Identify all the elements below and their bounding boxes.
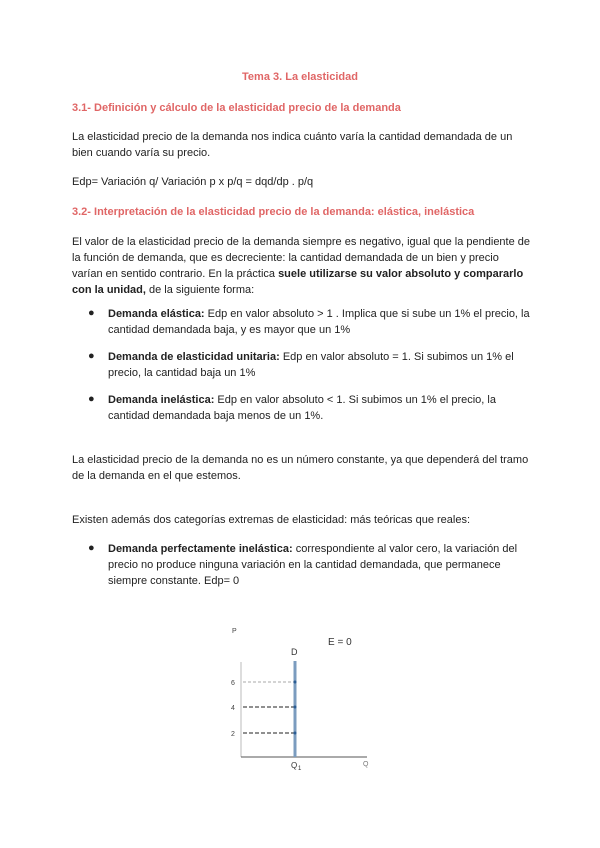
text: de la siguiente forma: xyxy=(145,284,255,296)
paragraph: La elasticidad precio de la demanda nos indica cuánto varía la cantidad demandada de un bien cuando varía su precio. xyxy=(72,131,513,159)
point xyxy=(294,706,297,709)
x-axis-label: Q xyxy=(363,761,369,768)
paragraph: La elasticidad precio de la demanda no es un número constante, ya que dependerá del tramo de la demanda en el que estemos. xyxy=(72,454,529,482)
term: Demanda perfectamente inelástica: xyxy=(108,543,293,555)
text: Edp en valor absoluto = 1. Si subimos un 1% el precio, la cantidad baja un 1% xyxy=(108,351,514,379)
curve-label: D xyxy=(291,647,298,657)
formula: Edp= Variación q/ Variación p x p/q = dqd/dp . p/q xyxy=(72,176,314,188)
x-tick-subscript: 1 xyxy=(298,766,302,772)
y-tick: 6 xyxy=(231,680,235,687)
bold-text: suele utilizarse su valor absoluto y compararlo con la unidad, xyxy=(72,268,524,296)
y-tick: 4 xyxy=(231,705,235,712)
text: Edp en valor absoluto < 1. Si subimos un 1% el precio, la cantidad demandada baja menos de un 1%. xyxy=(108,394,496,422)
text: correspondiente al valor cero, la variación del precio no produce ninguna variación en la cantidad demandada, que permanece siempre constante. Edp= 0 xyxy=(108,543,518,587)
term: Demanda inelástica: xyxy=(108,394,215,406)
term: Demanda elástica: xyxy=(108,308,205,320)
point xyxy=(294,681,297,684)
y-axis-label: P xyxy=(232,628,237,635)
bullet-icon: ● xyxy=(88,350,95,362)
elasticity-annotation: E = 0 xyxy=(328,637,352,648)
text: El valor de la elasticidad precio de la demanda siempre es negativo, igual que la pendiente de la función de demanda, que es decreciente: la cantidad demandada de un bien y precio varían en sentido contrario. En la práctica xyxy=(72,236,531,280)
bullet-icon: ● xyxy=(88,542,95,554)
y-tick: 2 xyxy=(231,731,235,738)
bullet-icon: ● xyxy=(88,307,95,319)
section-3-1-heading: 3.1- Definición y cálculo de la elasticidad precio de la demanda xyxy=(72,102,401,114)
document-title: Tema 3. La elasticidad xyxy=(242,71,358,83)
point xyxy=(294,732,297,735)
term: Demanda de elasticidad unitaria: xyxy=(108,351,280,363)
paragraph: Existen además dos categorías extremas de elasticidad: más teóricas que reales: xyxy=(72,514,471,526)
x-tick: Q xyxy=(291,761,298,770)
text: Edp en valor absoluto > 1 . Implica que si sube un 1% el precio, la cantidad demandada baja, y es mayor que un 1% xyxy=(108,308,530,336)
section-3-2-heading: 3.2- Interpretación de la elasticidad precio de la demanda: elástica, inelástica xyxy=(72,206,475,218)
bullet-icon: ● xyxy=(88,393,95,405)
